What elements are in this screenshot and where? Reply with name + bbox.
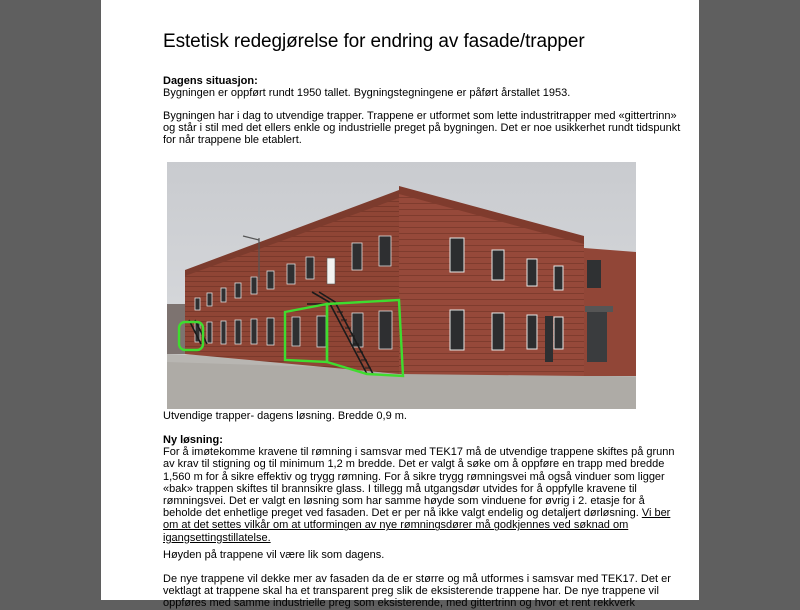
paragraph-line: Bygningen har i dag to utvendige trapper. Trappene er utformet som lette industritrapper med «gittertrinn» — [163, 110, 677, 122]
paragraph-line: oppføres med samme industrielle preg som eksisterende, med gittertrinn og hvor et rent rekkverk — [163, 597, 635, 610]
photo-caption: Utvendige trapper- dagens løsning. Bredde 0,9 m. — [163, 410, 407, 422]
document-title: Estetisk redegjørelse for endring av fasade/trapper — [163, 31, 585, 52]
paragraph-line: av krav til stigning og til minimum 1,2 m bredde. Det er valgt å søke om å oppføre en trapp med bredde — [163, 458, 665, 471]
current-situation-paragraph — [163, 110, 681, 147]
height-note: Høyden på trappene vil være lik som dagens. — [163, 549, 385, 561]
paragraph-line: De nye trappene vil dekke mer av fasaden da de er større og må utformes i samsvar med TEK17. Det er — [163, 573, 671, 585]
current-situation-section — [163, 75, 641, 99]
paragraph-line: vektlagt at trappene skal ha et transparent preg slik de eksisterende trappene har. De nye trappene vil — [163, 585, 659, 598]
underlined-request: Vi ber — [641, 507, 671, 520]
underlined-request: igangsettingstillatelse. — [163, 531, 271, 544]
paragraph-line: For å imøtekomme kravene til rømning i samsvar med TEK17 må de utvendige trappene skiftes på grunn — [163, 446, 675, 459]
current-situation-heading: Dagens situasjon: — [163, 75, 258, 87]
current-situation-line: Bygningen er oppført rundt 1950 tallet. Bygningstegningene er påført årstallet 1953. — [163, 87, 571, 100]
paragraph-line: beholde det enhetlige preget ved fasaden. Det er per nå ikke valgt endelig og detaljert dørløsning. — [163, 507, 642, 520]
paragraph-line: «bak» trappen skiftes til brannsikre glass. I tillegg må utgangsdør utvides for å oppfylle kravene til — [163, 482, 637, 495]
underlined-request: om at det settes vilkår om at utformingen av nye rømningsdører må godkjennes ved søknad om — [163, 519, 629, 532]
paragraph-line: for når trappene ble etablert. — [163, 134, 302, 147]
final-paragraph — [163, 573, 671, 610]
paragraph-line: og står i stil med det ellers enkle og industrielle preget på bygningen. Det er noe usikkerhet rundt tidspunkt — [163, 122, 681, 135]
building-photo-graphic — [167, 162, 636, 409]
document-page — [101, 0, 699, 610]
paragraph-line: 1,560 m for å sikre effektiv og trygg rømning. For å sikre trygg rømningsvei må også vinduer som ligger — [163, 470, 665, 483]
paragraph-line: rømningsvei. Det er valgt en løsning som har samme høyde som vinduene for øvrig i 2. etasje for å — [163, 495, 645, 508]
new-solution-section — [163, 434, 675, 544]
new-solution-heading: Ny løsning: — [163, 434, 223, 446]
building-photo — [167, 162, 636, 409]
